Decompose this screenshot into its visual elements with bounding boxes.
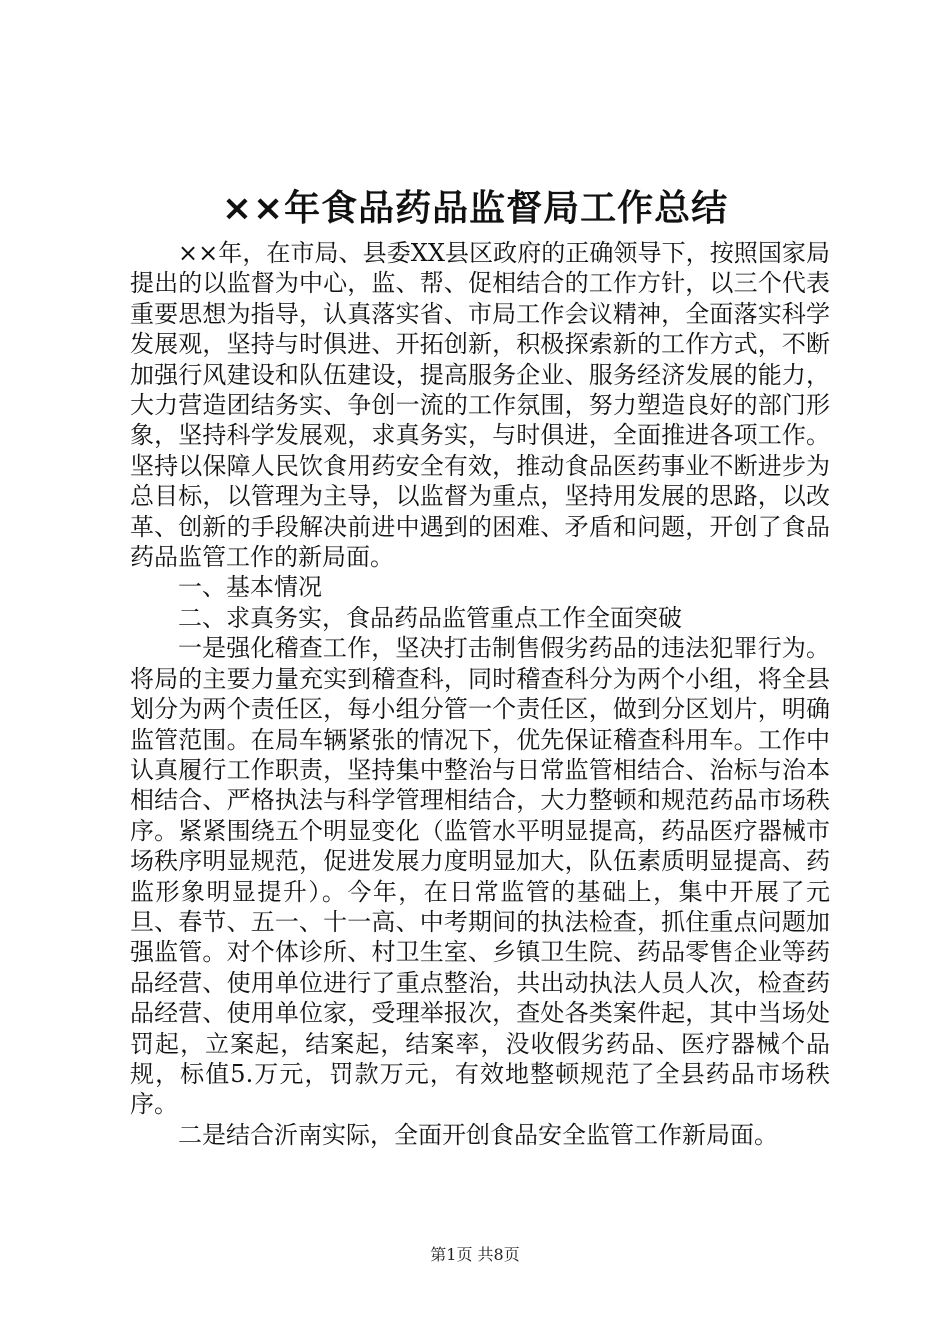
page-number-footer: 第1页 共8页 (430, 1245, 520, 1264)
document-body (130, 238, 830, 1150)
document-title: ××年食品药品监督局工作总结 (221, 188, 729, 229)
heading-basic-situation: 一、基本情况 (178, 573, 322, 602)
heading-key-work: 二、求真务实，食品药品监管重点工作全面突破 (178, 603, 682, 632)
paragraph-intro: ××年，在市局、县委XX县区政府的正确领导下，按照国家局提出的以监督为中心，监、帮、促相结合的工作方针，以三个代表重要思想为指导，认真落实省、市局工作会议精神，全面落实科学发展观，坚持与时俱进、开拓创新，积极探索新的工作方式，不断加强行风建设和队伍建设，提高服务企业、服务经济发展的能力，大力营造团结务实、争创一流的工作氛围，努力塑造良好的部门形象，坚持科学发展观，求真务实，与时俱进，全面推进各项工作。坚持以保障人民饮食用药安全有效，推动食品医药事业不断进步为总目标，以管理为主导，以监督为重点，坚持用发展的思路，以改革、创新的手段解决前进中遇到的困难、矛盾和问题，开创了食品药品监管工作的新局面。 (130, 239, 830, 572)
paragraph-inspection-work: 一是强化稽查工作，坚决打击制售假劣药品的违法犯罪行为。将局的主要力量充实到稽查科，同时稽查科分为两个小组，将全县划分为两个责任区，每小组分管一个责任区，做到分区划片，明确监管范围。在局车辆紧张的情况下，优先保证稽查科用车。工作中认真履行工作职责，坚持集中整治与日常监管相结合、治标与治本相结合、严格执法与科学管理相结合，大力整顿和规范药品市场秩序。紧紧围绕五个明显变化（监管水平明显提高，药品医疗器械市场秩序明显规范，促进发展力度明显加大，队伍素质明显提高、药监形象明显提升）。今年，在日常监管的基础上，集中开展了元旦、春节、五一、十一高、中考期间的执法检查，抓住重点问题加强监管。对个体诊所、村卫生室、乡镇卫生院、药品零售企业等药品经营、使用单位进行了重点整治，共出动执法人员人次，检查药品经营、使用单位家，受理举报次，查处各类案件起，其中当场处罚起，立案起，结案起，结案率，没收假劣药品、医疗器械个品规，标值5.万元，罚款万元，有效地整顿规范了全县药品市场秩序。 (130, 634, 830, 1119)
paragraph-food-safety: 二是结合沂南实际，全面开创食品安全监管工作新局面。 (178, 1120, 778, 1149)
